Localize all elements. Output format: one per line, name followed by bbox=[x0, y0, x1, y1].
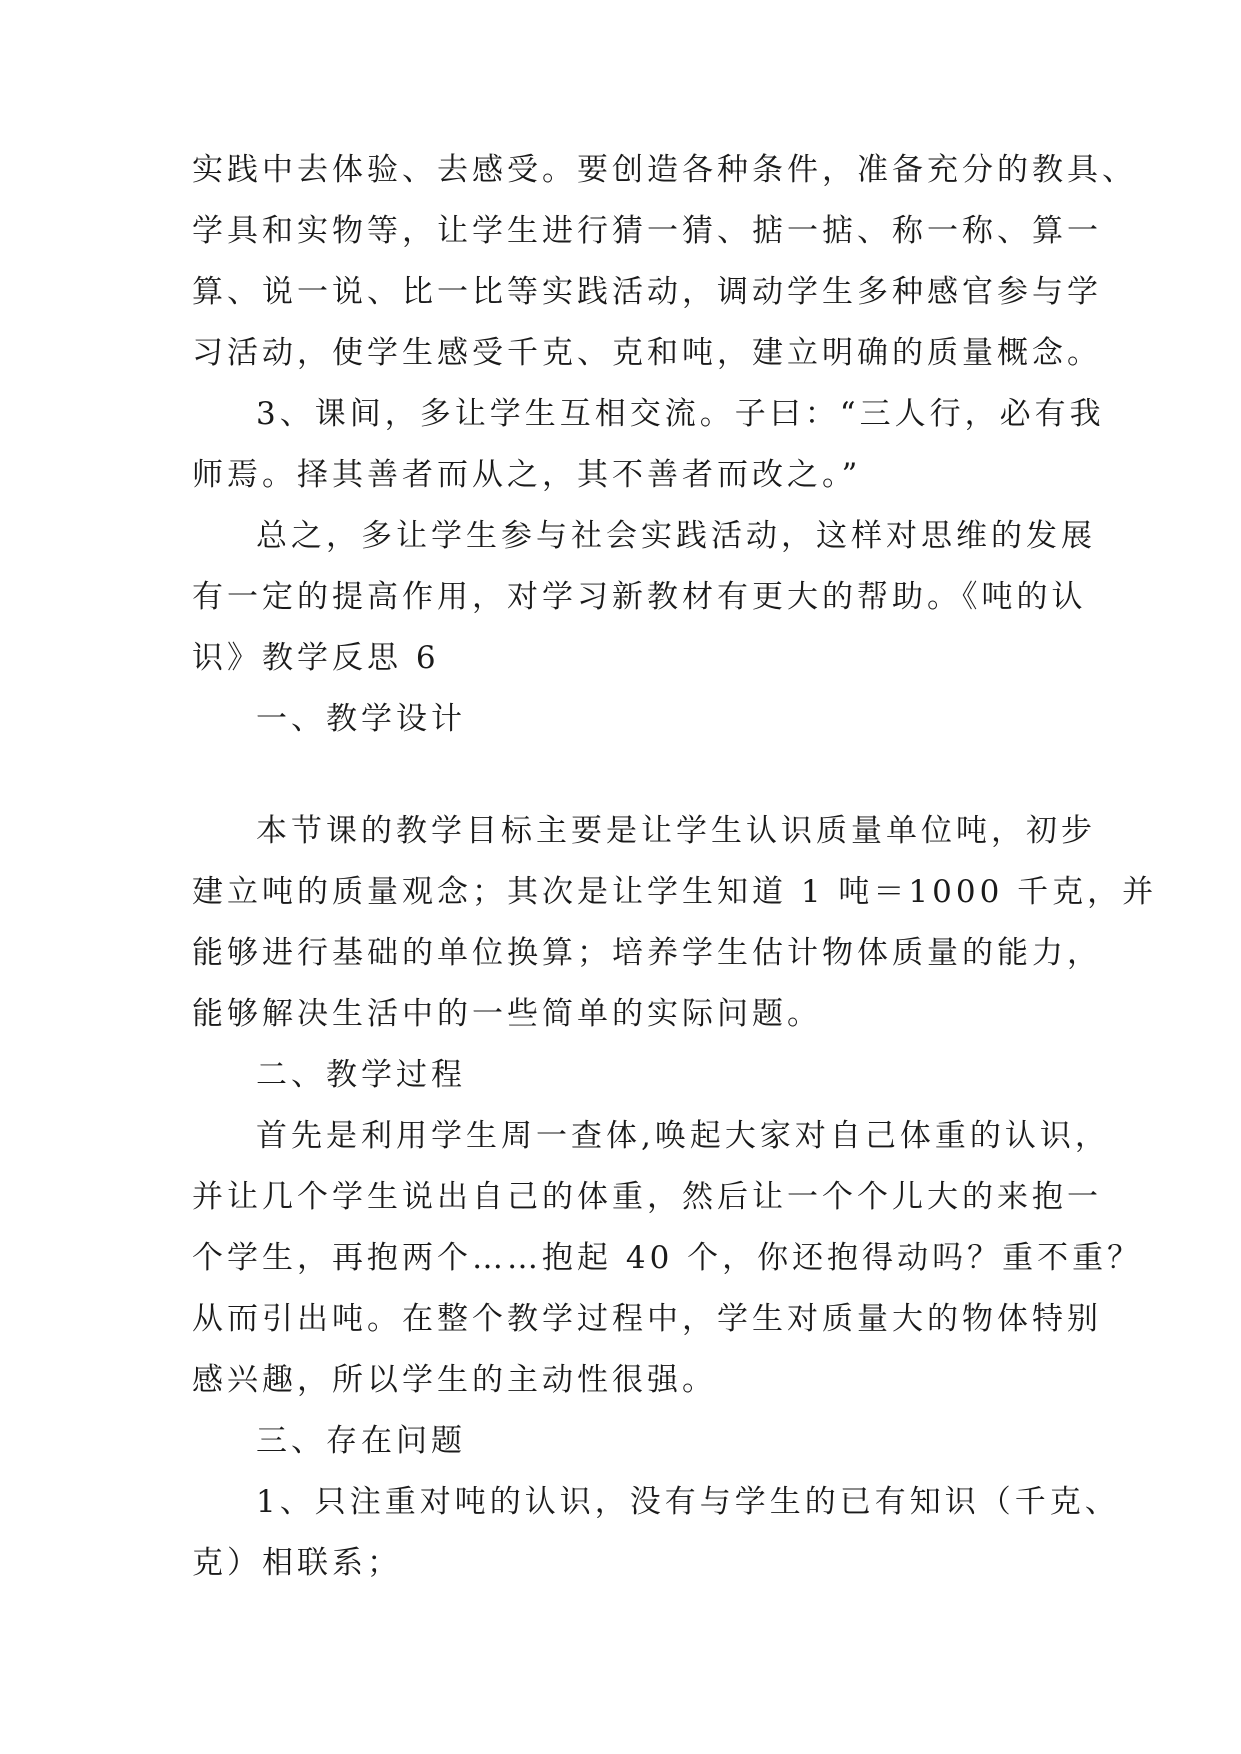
text-line: 总之，多让学生参与社会实践活动，这样对思维的发展 bbox=[256, 518, 1096, 554]
text-line: 算、说一说、比一比等实践活动，调动学生多种感官参与学 bbox=[192, 274, 1102, 310]
text-line: 克）相联系； bbox=[192, 1545, 402, 1581]
section-heading: 三、存在问题 bbox=[256, 1423, 466, 1459]
text-line: 建立吨的质量观念；其次是让学生知道 1 吨＝1000 千克，并 bbox=[192, 874, 1158, 910]
section-heading: 一、教学设计 bbox=[256, 701, 466, 737]
section-heading: 二、教学过程 bbox=[256, 1057, 466, 1093]
text-line: 个学生，再抱两个……抱起 40 个，你还抱得动吗？重不重？ bbox=[192, 1240, 1143, 1276]
text-line: 有一定的提高作用，对学习新教材有更大的帮助。《吨的认 bbox=[192, 579, 1087, 615]
text-line: 首先是利用学生周一查体,唤起大家对自己体重的认识， bbox=[256, 1118, 1110, 1154]
text-line: 习活动，使学生感受千克、克和吨，建立明确的质量概念。 bbox=[192, 335, 1102, 371]
text-line: 3、课间，多让学生互相交流。子曰：“三人行，必有我 bbox=[256, 396, 1105, 432]
text-line: 从而引出吨。在整个教学过程中，学生对质量大的物体特别 bbox=[192, 1301, 1102, 1337]
text-line: 并让几个学生说出自己的体重，然后让一个个儿大的来抱一 bbox=[192, 1179, 1102, 1215]
text-line: 师焉。择其善者而从之，其不善者而改之。” bbox=[192, 457, 862, 493]
text-line: 学具和实物等，让学生进行猜一猜、掂一掂、称一称、算一 bbox=[192, 213, 1102, 249]
text-line: 1、只注重对吨的认识，没有与学生的已有知识（千克、 bbox=[256, 1484, 1120, 1520]
text-line: 识》教学反思 6 bbox=[192, 640, 440, 676]
text-line: 实践中去体验、去感受。要创造各种条件，准备充分的教具、 bbox=[192, 152, 1137, 188]
text-line: 感兴趣，所以学生的主动性很强。 bbox=[192, 1362, 717, 1398]
text-line: 本节课的教学目标主要是让学生认识质量单位吨，初步 bbox=[256, 813, 1096, 849]
text-line: 能够解决生活中的一些简单的实际问题。 bbox=[192, 996, 822, 1032]
text-line: 能够进行基础的单位换算；培养学生估计物体质量的能力， bbox=[192, 935, 1102, 971]
